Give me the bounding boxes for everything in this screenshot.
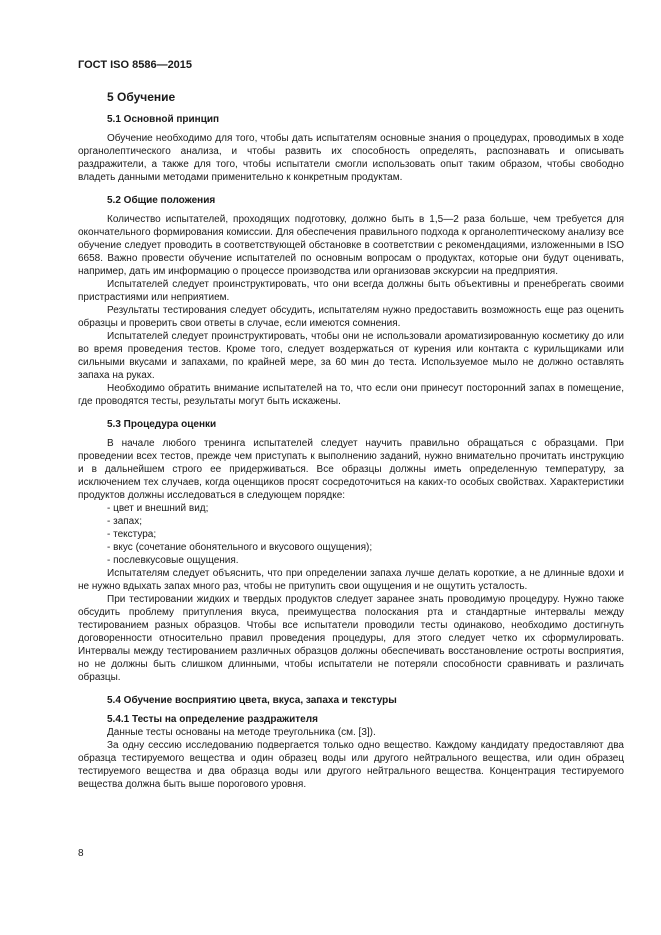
section-5-2-title: 5.2 Общие положения xyxy=(107,195,216,206)
list-item: - вкус (сочетание обонятельного и вкусового ощущения); xyxy=(107,541,624,554)
paragraph: В начале любого тренинга испытателей следует научить правильно обращаться с образцами. При проведении всех тестов, прежде чем приступать к выполнению заданий, нужно внимательно прочитать инструкцию и в дальнейшем строго ее придерживаться. Все образцы должны иметь определенную температуру, за исключением тех случаев, когда оценщиков просят сосредоточиться на каких-то особых свойствах. Характеристики продуктов должны исследоваться в следующем порядке: xyxy=(78,438,624,501)
section-5-title: 5 Обучение xyxy=(107,90,176,104)
list-item: - запах; xyxy=(107,515,624,528)
paragraph: Необходимо обратить внимание испытателей на то, что если они принесут посторонний запах в помещение, где проводятся тесты, результаты могут быть искажены. xyxy=(78,383,624,407)
section-5-2 xyxy=(78,194,624,408)
section-5-4-title: 5.4 Обучение восприятию цвета, вкуса, запаха и текстуры xyxy=(107,695,397,706)
section-5-1 xyxy=(78,113,624,184)
page-number: 8 xyxy=(78,848,84,859)
section-5-3 xyxy=(78,418,624,684)
list-item: - текстура; xyxy=(107,528,624,541)
list-item: - послевкусовые ощущения. xyxy=(107,554,624,567)
paragraph: Результаты тестирования следует обсудить, испытателям нужно предоставить возможность еще раз оценить образцы и проверить свои ответы в случае, если имеются сомнения. xyxy=(78,305,624,329)
list-item: - цвет и внешний вид; xyxy=(107,502,624,515)
paragraph: Испытателей следует проинструктировать, чтобы они не использовали ароматизированную косметику до или во время проведения тестов. Кроме того, следует воздержаться от курения или контакта с курильщиками или сильными вкусами и запахами, по крайней мере, за 60 мин до теста. Используемое мыло не должно оставлять запаха на руках. xyxy=(78,331,624,381)
paragraph: Количество испытателей, проходящих подготовку, должно быть в 1,5—2 раза больше, чем требуется для окончательного формирования комиссии. Для обеспечения правильного подхода к органолептическому анализу все обучение следует проводить в соответствующей обстановке в соответствии с рекомендациями, изложенными в ISO 6658. Важно провести обучение испытателей по основным вопросам о продуктах, которые они будут оценивать, например, дать им информацию о процессе производства или организовав экскурсии на предприятия. xyxy=(78,214,624,277)
paragraph: Испытателей следует проинструктировать, что они всегда должны быть объективны и пренебрегать своими пристрастиями или неприятием. xyxy=(78,279,624,303)
characteristics-list xyxy=(78,502,624,567)
paragraph: За одну сессию исследованию подвергается только одно вещество. Каждому кандидату предоставляют два образца тестируемого вещества и один образец воды или другого нейтрального вещества, или один образец тестируемого вещества и два образца воды или другого нейтрального вещества. Концентрация тестируемого вещества должна быть выше порогового уровня. xyxy=(78,740,624,790)
page-content xyxy=(78,90,624,801)
paragraph: Испытателям следует объяснить, что при определении запаха лучше делать короткие, а не длинные вдохи и не нужно вдыхать запах много раз, чтобы не притупить свои ощущения и не ощутить усталость. xyxy=(78,568,624,592)
section-5-4-1-title: 5.4.1 Тесты на определение раздражителя xyxy=(107,714,318,725)
paragraph: Обучение необходимо для того, чтобы дать испытателям основные знания о процедурах, проводимых в ходе органолептического анализа, и чтобы развить их способность определять, распознавать и описывать раздражители, а также для того, чтобы испытатели смогли использовать опыт таким образом, чтобы свободно владеть данными методами применительно к конкретным продуктам. xyxy=(78,133,624,183)
paragraph: Данные тесты основаны на методе треугольника (см. [3]). xyxy=(107,727,376,738)
section-5-4 xyxy=(78,694,624,791)
section-5-1-title: 5.1 Основной принцип xyxy=(107,114,220,125)
document-header: ГОСТ ISO 8586—2015 xyxy=(78,59,193,71)
section-5-3-title: 5.3 Процедура оценки xyxy=(107,419,217,430)
paragraph: При тестировании жидких и твердых продуктов следует заранее знать проводимую процедуру. Нужно также обсудить проблему притупления вкуса, преимущества полоскания рта и стандартные интервалы между тестированием разных образцов. Чтобы все испытатели проводили тесты одинаково, необходимо достигнуть договоренности относительно правил проведения процедуры, для этого следует четко их сформулировать. Интервалы между тестированием различных образцов должны обеспечивать восстановление остроты восприятия, но не должны быть слишком длинными, чтобы испытатели не потеряли способности сравнивать и различать образцы. xyxy=(78,594,624,683)
